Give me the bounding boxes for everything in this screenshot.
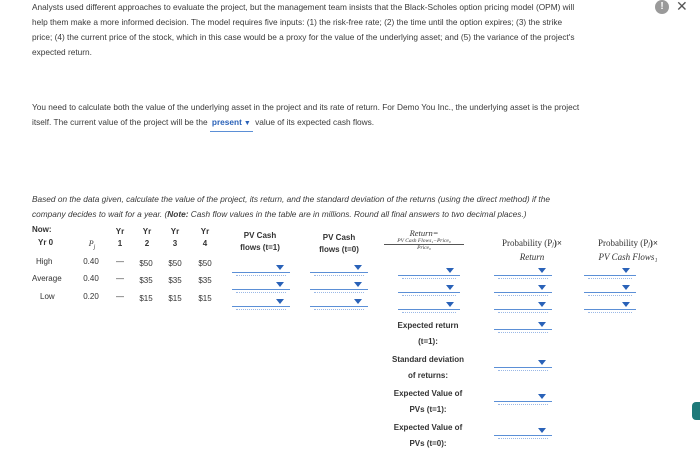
intro-line: expected return. — [32, 47, 92, 57]
ev-t1-label — [378, 386, 478, 418]
hdr-line: PV Cash Flows₁−Price₀ — [384, 238, 464, 245]
header-prob-return — [486, 237, 578, 263]
close-icon[interactable]: ✕ — [676, 0, 688, 14]
note-label: Note: — [167, 209, 189, 219]
expected-return-select[interactable] — [494, 318, 552, 330]
row-y2-low: $15 — [139, 294, 153, 303]
yr-number: 1 — [117, 239, 123, 248]
hdr-line: PV Cash — [322, 233, 356, 242]
lbl-line: Expected Value of — [393, 389, 463, 398]
lbl-line: of returns: — [408, 371, 448, 380]
intro-line: price; (4) the current price of the stock, which in this case would be a proxy for the value of the underlying asset; and (5) the variance of the project's — [32, 32, 575, 42]
header-yr1 — [113, 226, 127, 250]
yr-number: 4 — [202, 239, 208, 248]
hdr-line: PV Cash Flows₁ — [598, 252, 658, 262]
lbl-line: Expected Value of — [393, 423, 463, 432]
present-value-select[interactable] — [210, 115, 253, 132]
row-label-high: High — [36, 257, 53, 266]
yr-number: 2 — [144, 239, 150, 248]
para-line: You need to calculate both the value of the underlying asset in the project and its rate of return. For Demo You Inc., the underlying asset is the project — [32, 102, 580, 112]
lbl-line: Expected return — [397, 321, 459, 330]
return-low-select[interactable] — [398, 298, 460, 310]
pv-t1-average-select[interactable] — [232, 278, 290, 290]
hdr-line: Return — [519, 252, 545, 262]
header-pv-t0 — [306, 232, 372, 256]
para-line — [32, 207, 672, 222]
header-yr0: Yr 0 — [38, 238, 54, 247]
prob-return-high-select[interactable] — [494, 264, 552, 276]
lbl-line: (t=1): — [418, 337, 438, 346]
header-prob-pv — [578, 237, 678, 263]
header-pv-t1 — [228, 230, 292, 254]
hdr-text: Probability (P — [501, 238, 553, 248]
prob-pv-low-select[interactable] — [584, 298, 636, 310]
header-yr3 — [168, 226, 182, 250]
hdr-line: flows (t=0) — [319, 245, 359, 254]
row-y2-high: $50 — [139, 259, 153, 268]
row-y1-low: — — [116, 292, 124, 301]
yr-label: Yr — [142, 227, 152, 236]
expected-return-label — [378, 318, 478, 350]
para-text: value of its expected cash flows. — [255, 117, 375, 127]
hdr-line: PV Cash — [243, 231, 277, 240]
header-yr2 — [140, 226, 154, 250]
prob-pv-high-select[interactable] — [584, 264, 636, 276]
prob-return-low-select[interactable] — [494, 298, 552, 310]
lbl-line: PVs (t=0): — [409, 439, 447, 448]
para-text: company decides to wait for a year. ( — [32, 209, 168, 219]
underlying-asset-paragraph — [32, 100, 672, 132]
header-probability — [84, 238, 100, 254]
yr-number: 3 — [172, 239, 178, 248]
return-average-select[interactable] — [398, 281, 460, 293]
pj-subscript: j — [93, 244, 96, 251]
std-dev-label — [378, 352, 478, 384]
info-icon[interactable]: ! — [655, 0, 669, 14]
instructions-paragraph — [32, 192, 672, 222]
row-prob-high: 0.40 — [83, 257, 99, 266]
para-line: Based on the data given, calculate the value of the project, its return, and the standard deviation of the returns (using the direct method) if the — [32, 194, 550, 204]
para-text: itself. The current value of the project will be the — [32, 117, 208, 127]
ev-t0-select[interactable] — [494, 424, 552, 436]
hdr-text: Probability (P — [597, 238, 649, 248]
header-now: Now: — [32, 225, 52, 234]
intro-paragraph — [32, 0, 672, 60]
pv-t1-high-select[interactable] — [232, 261, 290, 273]
row-y1-average: — — [116, 274, 124, 283]
hdr-line: Probability (Pj)× — [501, 238, 563, 248]
ev-t1-select[interactable] — [494, 390, 552, 402]
return-high-select[interactable] — [398, 264, 460, 276]
row-y1-high: — — [116, 257, 124, 266]
row-prob-average: 0.40 — [83, 274, 99, 283]
lbl-line: PVs (t=1): — [409, 405, 447, 414]
header-yr4 — [198, 226, 212, 250]
hdr-text: )× — [649, 238, 659, 248]
row-y4-low: $15 — [198, 294, 212, 303]
hdr-line: Probability (Pj)× — [597, 238, 659, 248]
row-y3-low: $15 — [168, 294, 182, 303]
select-value: present — [211, 117, 242, 127]
yr-label: Yr — [170, 227, 180, 236]
row-y4-high: $50 — [198, 259, 212, 268]
row-y4-average: $35 — [198, 276, 212, 285]
row-prob-low: 0.20 — [83, 292, 99, 301]
header-return — [384, 228, 464, 251]
para-text: Cash flow values in the table are in millions. Round all final answers to two decimal places.) — [188, 209, 527, 219]
row-label-average: Average — [32, 274, 62, 283]
hdr-line: Price₀ — [417, 245, 431, 251]
intro-line: help them make a more informed decision. The model requires five inputs: (1) the risk-free rate; (2) the time until the option expires; (3) the strike — [32, 17, 563, 27]
ev-t0-label — [378, 420, 478, 452]
intro-line: Analysts used different approaches to evaluate the project, but the management team insists that the Black-Scholes option pricing model (OPM) will — [32, 2, 575, 12]
row-label-low: Low — [40, 292, 55, 301]
row-y3-average: $35 — [168, 276, 182, 285]
hdr-line: Return= — [409, 228, 439, 238]
pv-t0-high-select[interactable] — [310, 261, 368, 273]
hdr-text: )× — [553, 238, 563, 248]
pv-t1-low-select[interactable] — [232, 295, 290, 307]
dropdown-caret-icon: ▼ — [243, 120, 251, 127]
prob-pv-average-select[interactable] — [584, 281, 636, 293]
prob-return-average-select[interactable] — [494, 281, 552, 293]
row-y2-average: $35 — [139, 276, 153, 285]
pj-symbol: P — [88, 239, 94, 248]
lbl-line: Standard deviation — [391, 355, 464, 364]
side-tab[interactable] — [692, 402, 700, 420]
row-y3-high: $50 — [168, 259, 182, 268]
yr-label: Yr — [200, 227, 210, 236]
pv-t0-low-select[interactable] — [310, 295, 368, 307]
pv-t0-average-select[interactable] — [310, 278, 368, 290]
para-line — [32, 115, 672, 132]
yr-label: Yr — [115, 227, 125, 236]
hdr-line: flows (t=1) — [240, 243, 280, 252]
std-dev-select[interactable] — [494, 356, 552, 368]
